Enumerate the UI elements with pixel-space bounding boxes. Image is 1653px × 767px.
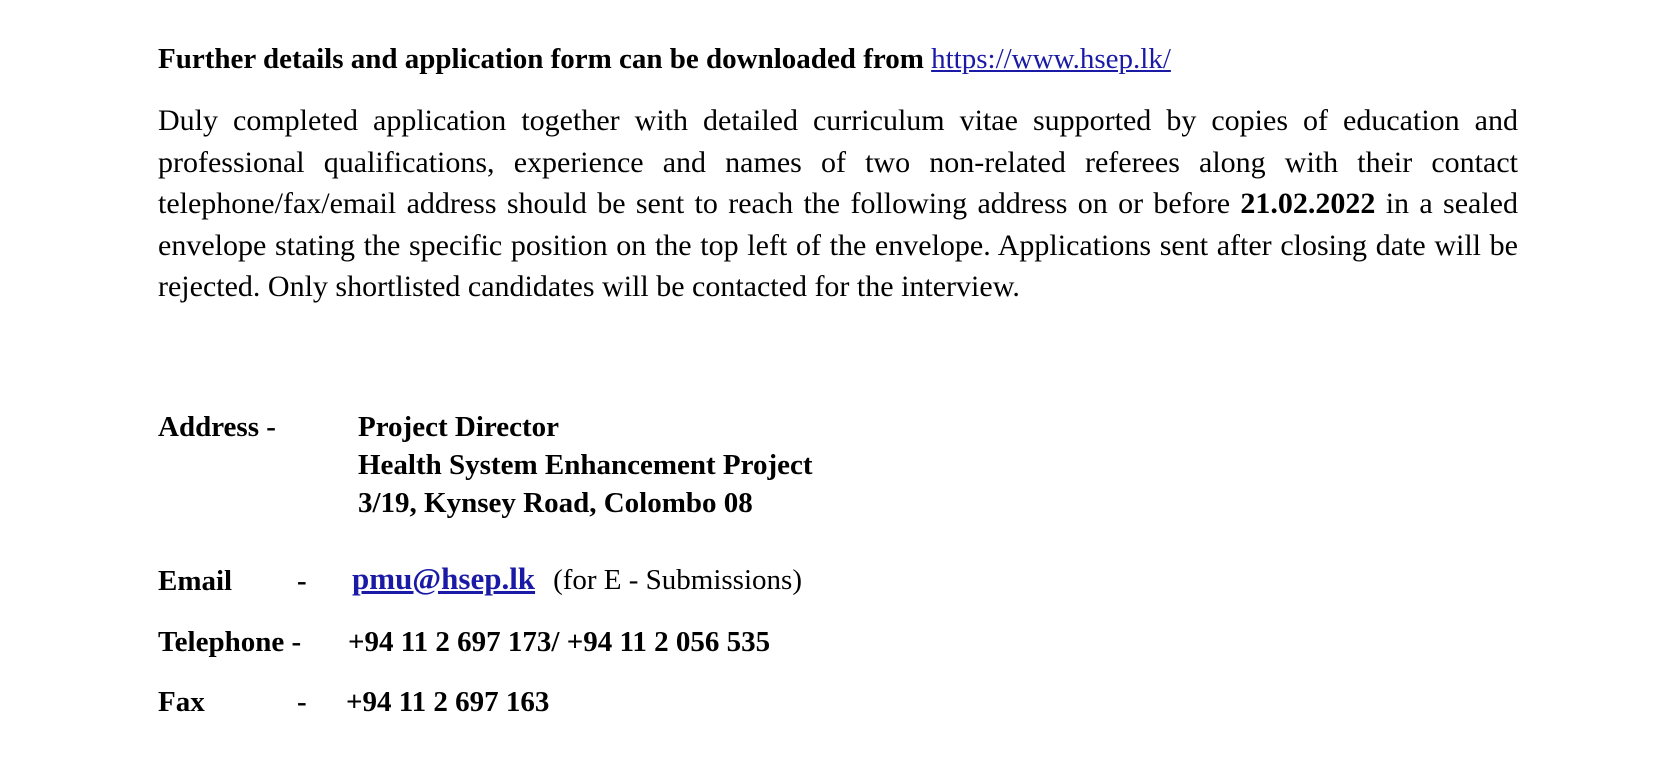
download-line [158, 40, 1171, 78]
address-label: Address - [158, 411, 276, 443]
email-link[interactable]: pmu@hsep.lk [352, 561, 536, 596]
application-instructions [158, 100, 1518, 308]
address-line-2: Health System Enhancement Project [358, 449, 813, 481]
fax-value: +94 11 2 697 163 [346, 686, 550, 718]
website-link[interactable]: https://www.hsep.lk/ [931, 43, 1171, 75]
telephone-value: +94 11 2 697 173/ +94 11 2 056 535 [348, 626, 771, 658]
email-label: Email [158, 565, 233, 597]
email-dash: - [297, 565, 307, 597]
fax-label: Fax [158, 686, 205, 718]
fax-dash: - [297, 686, 307, 718]
address-line-1: Project Director [358, 411, 559, 443]
instructions-part1: Duly completed application together with detailed curriculum vitae supported by copies of education and professional qualifications, experience and names of two non-related referees along with their contact telephone/fax/email address should be sent to reach the following address on or before [158, 104, 1518, 220]
telephone-label: Telephone - [158, 626, 302, 658]
address-block [358, 408, 813, 522]
instructions-part2: in a sealed envelope stating the specific position on the top left of the envelope. Applications sent after closing date will be rejected. Only shortlisted candidates will be contacted for the interview. [158, 187, 1518, 303]
closing-date: 21.02.2022 [1240, 187, 1376, 220]
email-note: (for E - Submissions) [553, 564, 802, 596]
address-line-3: 3/19, Kynsey Road, Colombo 08 [358, 487, 753, 519]
email-value [352, 560, 802, 599]
download-text: Further details and application form can be downloaded from [158, 43, 932, 75]
